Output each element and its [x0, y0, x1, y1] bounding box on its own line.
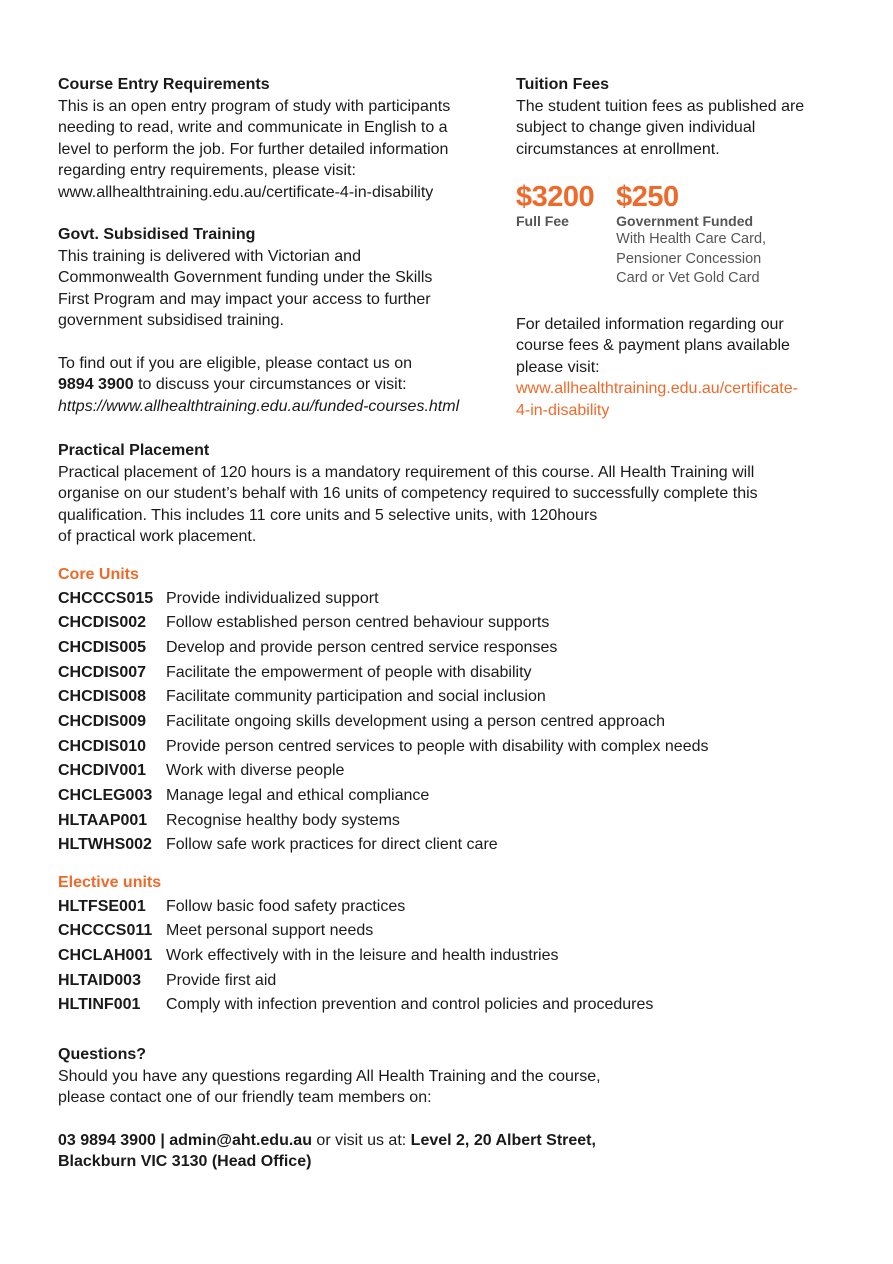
govt-line: This training is delivered with Victorian and — [58, 247, 361, 265]
govt-heading: Govt. Subsidised Training — [58, 226, 256, 243]
unit-row — [58, 759, 848, 784]
placement-line: qualification. This includes 11 core units and 5 selective units, with 120hours — [58, 506, 598, 524]
unit-row — [58, 993, 848, 1018]
placement-line: Practical placement of 120 hours is a mandatory requirement of this course. All Health Training will — [58, 463, 755, 481]
core-units-heading: Core Units — [58, 566, 139, 583]
gov-fee-note: Pensioner Concession — [616, 250, 762, 267]
entry-line: level to perform the job. For further detailed information — [58, 140, 449, 158]
unit-description: Follow safe work practices for direct client care — [166, 836, 498, 854]
entry-line: This is an open entry program of study with participants — [58, 97, 451, 115]
gov-fee-note: With Health Care Card, — [616, 231, 767, 247]
fees-detail-link[interactable]: 4-in-disability — [516, 401, 610, 419]
unit-row — [58, 586, 848, 611]
entry-heading: Course Entry Requirements — [58, 76, 270, 93]
unit-code: CHCDIS007 — [58, 663, 147, 681]
fees-line: subject to change given individual — [516, 119, 756, 136]
core-units-section — [58, 564, 848, 858]
contact-address: Level 2, 20 Albert Street, — [410, 1131, 596, 1149]
fees-line: circumstances at enrollment. — [516, 140, 720, 158]
unit-row — [58, 635, 848, 660]
unit-row — [58, 833, 848, 858]
unit-description: Facilitate ongoing skills development using a person centred approach — [166, 713, 665, 731]
placement-line: of practical work placement. — [58, 528, 257, 545]
unit-code: HLTINF001 — [58, 996, 141, 1014]
fees-detail-line: course fees & payment plans available — [516, 337, 790, 354]
unit-code: CHCDIV001 — [58, 762, 147, 780]
contact-address-line2: Blackburn VIC 3130 (Head Office) — [58, 1153, 312, 1170]
unit-code: CHCDIS008 — [58, 688, 147, 706]
right-column — [516, 74, 836, 421]
questions-heading: Questions? — [58, 1046, 147, 1063]
unit-row — [58, 808, 848, 833]
unit-description: Work with diverse people — [166, 762, 345, 780]
unit-code: CHCDIS005 — [58, 638, 147, 656]
fees-detail-line: please visit: — [516, 358, 600, 376]
placement-section — [58, 440, 848, 548]
unit-description: Comply with infection prevention and control policies and procedures — [166, 996, 654, 1014]
unit-row — [58, 685, 848, 710]
unit-code: CHCLEG003 — [58, 787, 153, 805]
unit-row — [58, 611, 848, 636]
contact-phone-email[interactable]: 03 9894 3900 | admin@aht.edu.au — [58, 1131, 312, 1149]
entry-line: regarding entry requirements, please visit: — [58, 162, 356, 179]
full-fee-block — [516, 182, 594, 289]
contact-mid: or visit us at: — [311, 1131, 411, 1149]
unit-code: HLTFSE001 — [58, 897, 146, 915]
entry-line: needing to read, write and communicate in English to a — [58, 119, 448, 136]
unit-code: CHCDIS009 — [58, 713, 147, 731]
unit-row — [58, 784, 848, 809]
unit-code: CHCCCS015 — [58, 589, 154, 607]
fees-detail-link[interactable]: www.allhealthtraining.edu.au/certificate- — [516, 380, 798, 397]
unit-description: Follow established person centred behaviour supports — [166, 614, 550, 632]
unit-description: Develop and provide person centred service responses — [166, 638, 558, 656]
unit-row — [58, 968, 848, 993]
unit-description: Provide first aid — [166, 971, 277, 989]
entry-link[interactable]: www.allhealthtraining.edu.au/certificate-4-in-disability — [58, 183, 434, 201]
unit-description: Provide person centred services to people with disability with complex needs — [166, 737, 709, 755]
unit-code: HLTWHS002 — [58, 836, 152, 854]
unit-row — [58, 894, 848, 919]
unit-description: Follow basic food safety practices — [166, 897, 406, 915]
gov-fee-price: $250 — [616, 181, 679, 213]
unit-description: Manage legal and ethical compliance — [166, 787, 430, 805]
unit-description: Facilitate the empowerment of people with disability — [166, 663, 532, 681]
unit-code: CHCDIS010 — [58, 737, 147, 755]
fees-detail-line: For detailed information regarding our — [516, 315, 784, 333]
gov-fee-block — [616, 182, 766, 289]
elective-units-heading: Elective units — [58, 874, 162, 891]
price-row — [516, 182, 836, 289]
gov-fee-note: Card or Vet Gold Card — [616, 270, 760, 286]
govt-line: First Program and may impact your access to further — [58, 290, 431, 308]
govt-line: government subsidised training. — [58, 312, 284, 329]
unit-row — [58, 660, 848, 685]
govt-contact-line: To find out if you are eligible, please contact us on — [58, 354, 412, 372]
full-fee-label: Full Fee — [516, 213, 569, 229]
unit-row — [58, 919, 848, 944]
unit-row — [58, 709, 848, 734]
unit-code: HLTAAP001 — [58, 811, 148, 829]
questions-line: Should you have any questions regarding All Health Training and the course, — [58, 1067, 601, 1085]
placement-heading: Practical Placement — [58, 442, 210, 459]
core-units-list — [58, 586, 848, 858]
unit-description: Recognise healthy body systems — [166, 811, 400, 829]
unit-code: CHCCCS011 — [58, 922, 153, 940]
elective-units-section — [58, 872, 848, 1017]
fees-line: The student tuition fees as published are — [516, 97, 805, 115]
unit-description: Provide individualized support — [166, 589, 379, 607]
questions-section — [58, 1044, 848, 1173]
govt-line: Commonwealth Government funding under the Skills — [58, 269, 433, 286]
unit-row — [58, 943, 848, 968]
unit-description: Facilitate community participation and social inclusion — [166, 688, 546, 706]
questions-line: please contact one of our friendly team members on: — [58, 1089, 432, 1106]
govt-phone[interactable]: 9894 3900 — [58, 376, 134, 393]
contact-line — [58, 1130, 848, 1152]
unit-description: Meet personal support needs — [166, 922, 374, 940]
govt-funded-link[interactable]: https://www.allhealthtraining.edu.au/funded-courses.html — [58, 397, 460, 415]
left-column — [58, 74, 488, 417]
govt-contact-line2 — [58, 374, 488, 396]
elective-units-list — [58, 894, 848, 1017]
govt-contact-rest: to discuss your circumstances or visit: — [133, 376, 407, 393]
full-fee-price: $3200 — [516, 181, 595, 213]
unit-code: CHCDIS002 — [58, 614, 147, 632]
unit-code: CHCLAH001 — [58, 946, 153, 964]
placement-line: organise on our student’s behalf with 16 units of competency required to successfully complete this — [58, 485, 758, 502]
gov-fee-label: Government Funded — [616, 213, 754, 229]
unit-code: HLTAID003 — [58, 971, 141, 989]
unit-row — [58, 734, 848, 759]
unit-description: Work effectively with in the leisure and health industries — [166, 946, 559, 964]
fees-heading: Tuition Fees — [516, 76, 610, 93]
